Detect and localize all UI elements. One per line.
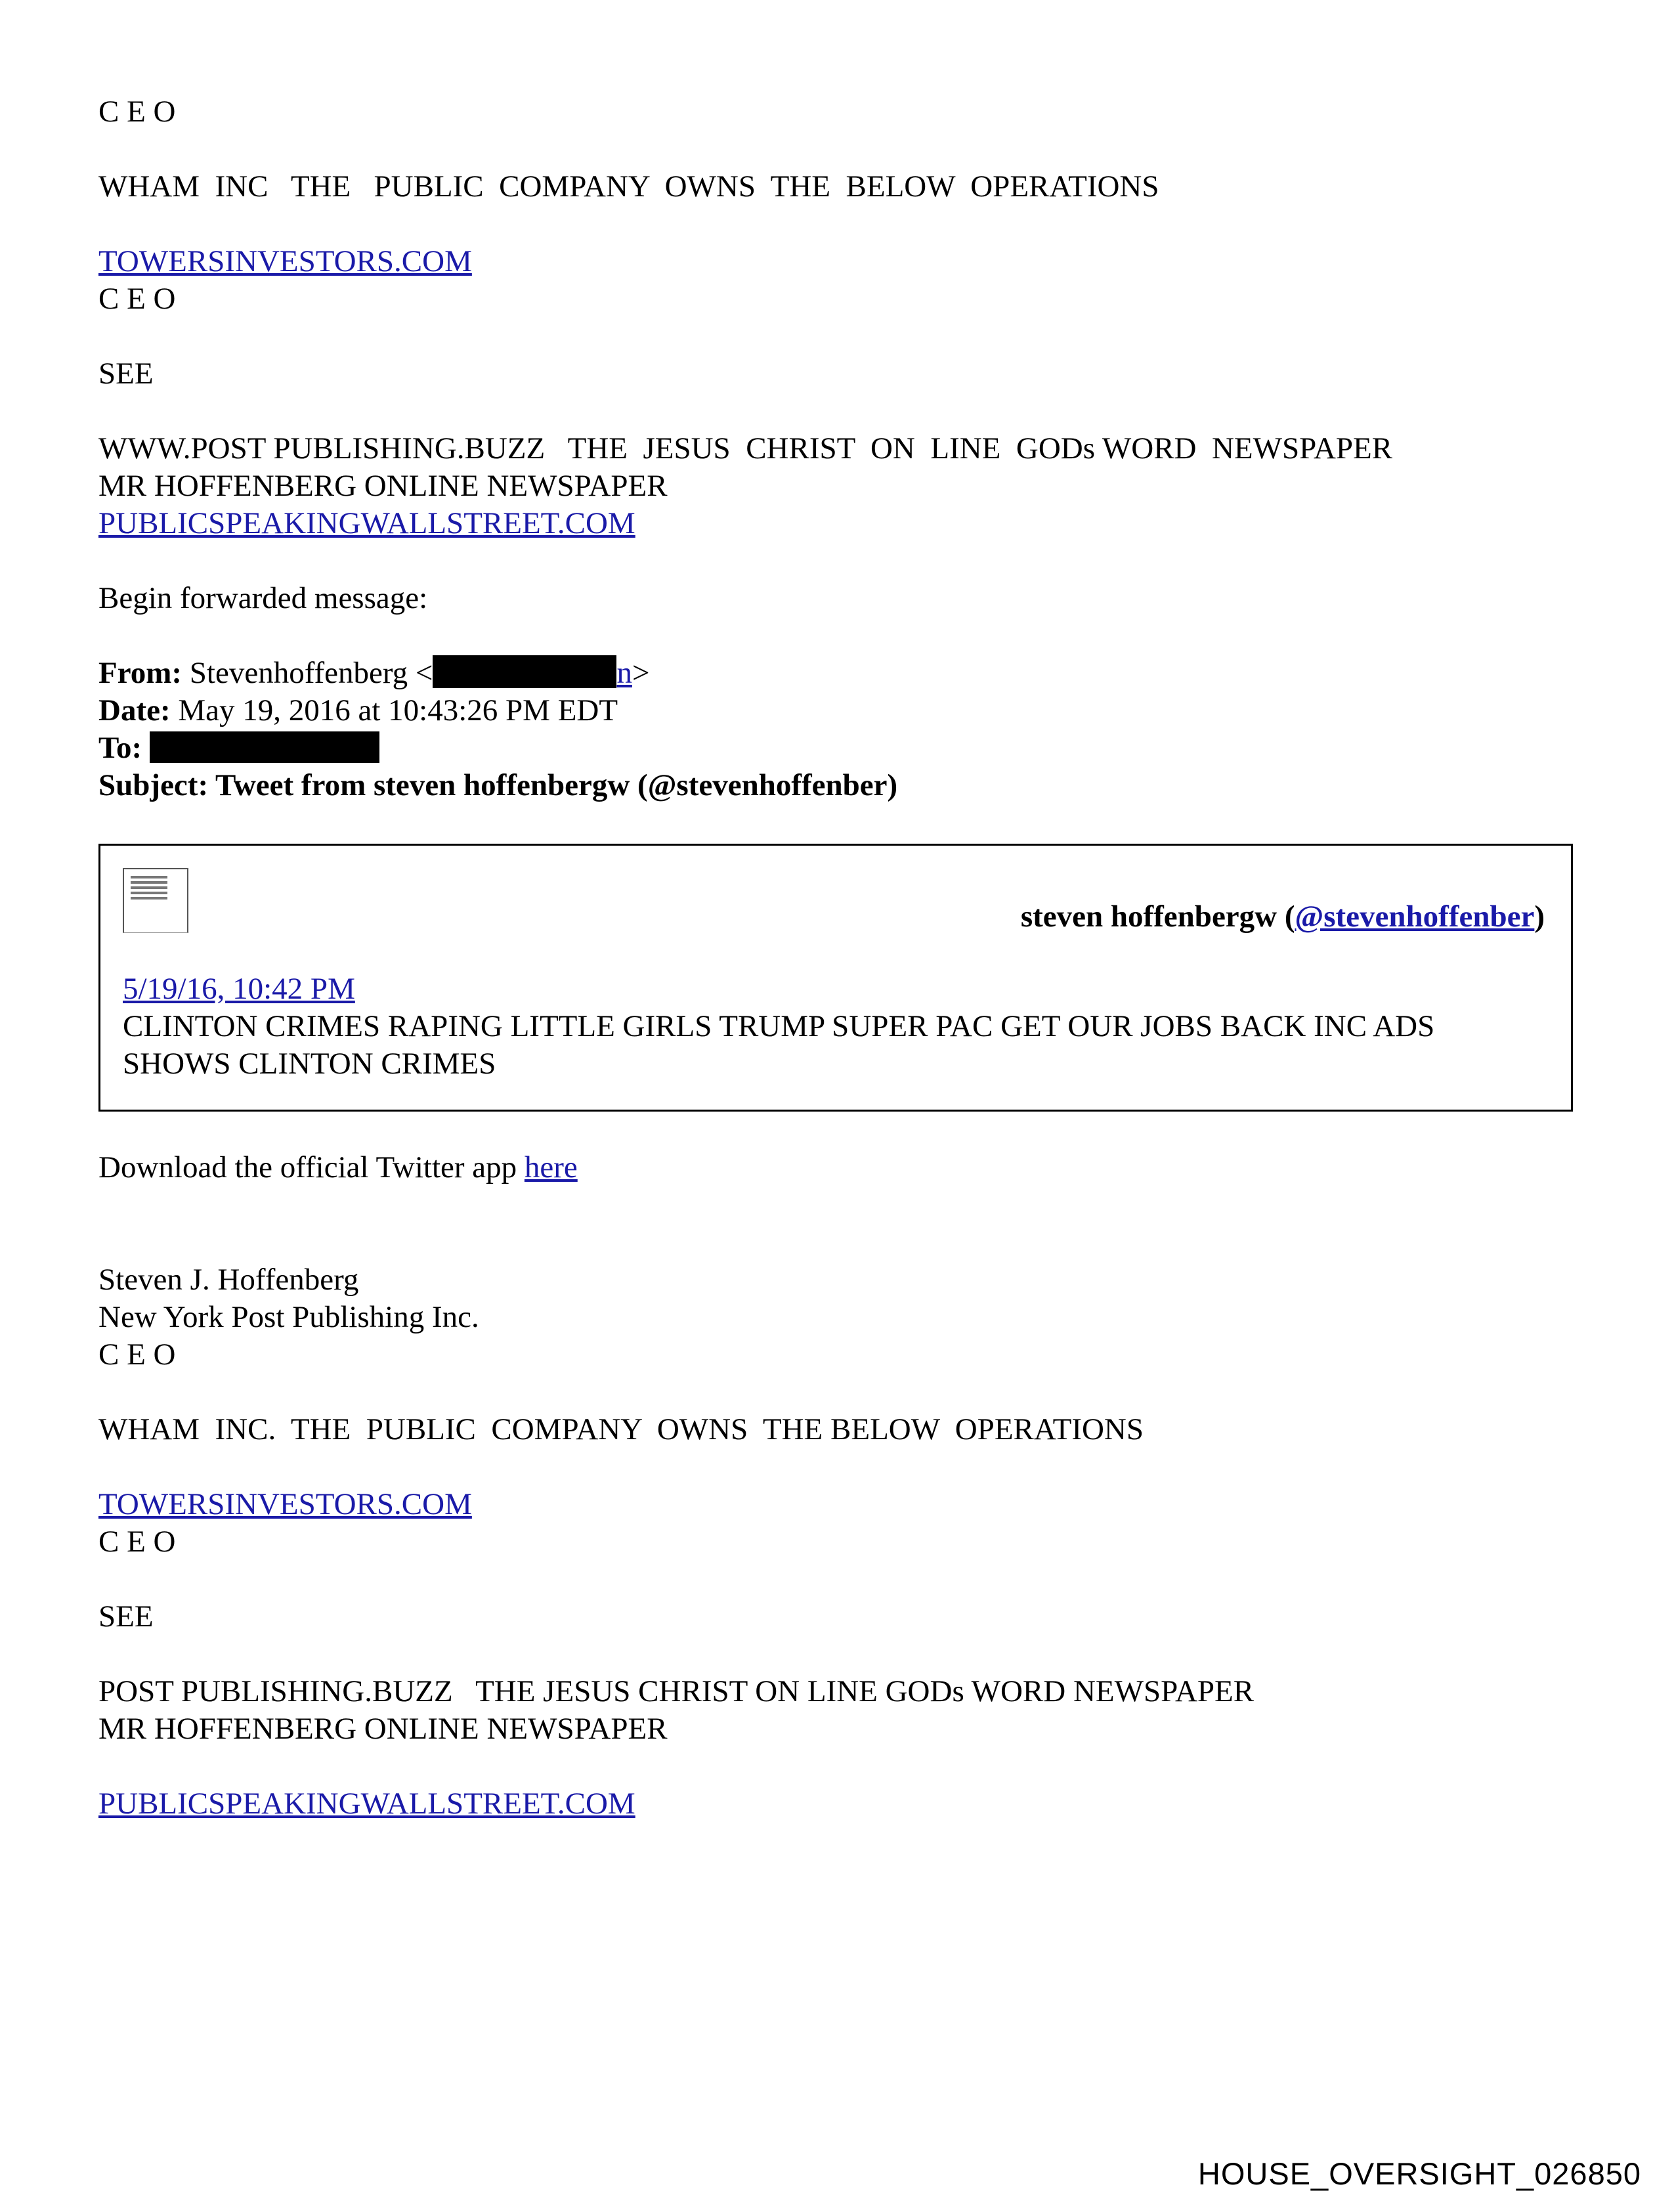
towersinvestors-link[interactable]: TOWERSINVESTORS.COM bbox=[98, 244, 472, 278]
ceo-title: C E O bbox=[98, 1525, 176, 1559]
signature-company: New York Post Publishing Inc. bbox=[98, 1300, 479, 1334]
wham-operations-line: WHAM INC THE PUBLIC COMPANY OWNS THE BELOW OPERATIONS bbox=[98, 169, 1159, 204]
download-app-line bbox=[98, 1149, 1576, 1186]
tweet-text-line: CLINTON CRIMES RAPING LITTLE GIRLS TRUMP SUPER PAC GET OUR JOBS BACK INC ADS bbox=[123, 1009, 1435, 1043]
post-publishing-line: POST PUBLISHING.BUZZ THE JESUS CHRIST ON LINE GODs WORD NEWSPAPER bbox=[98, 1674, 1255, 1708]
see-line: SEE bbox=[98, 1599, 154, 1634]
from-close: > bbox=[632, 656, 650, 690]
forward-intro: Begin forwarded message: bbox=[98, 581, 428, 615]
redaction-block bbox=[150, 731, 379, 763]
tweet-card bbox=[98, 844, 1573, 1112]
date-header bbox=[98, 692, 1576, 729]
ceo-title: C E O bbox=[98, 1337, 176, 1372]
tweet-author-name: steven hoffenbergw ( bbox=[1020, 900, 1295, 934]
publicspeaking-link[interactable]: PUBLICSPEAKINGWALLSTREET.COM bbox=[98, 1787, 635, 1821]
from-email-tail[interactable]: n bbox=[616, 656, 632, 690]
download-text: Download the official Twitter app bbox=[98, 1150, 525, 1184]
to-label: To: bbox=[98, 731, 142, 765]
email-body bbox=[98, 93, 1576, 1823]
tweet-text-line: SHOWS CLINTON CRIMES bbox=[123, 1047, 496, 1081]
subject-value: Tweet from steven hoffenbergw (@stevenhoffenber) bbox=[215, 768, 898, 802]
date-label: Date: bbox=[98, 693, 171, 727]
from-label: From: bbox=[98, 656, 182, 690]
tweet-author bbox=[1021, 898, 1545, 936]
publicspeaking-link[interactable]: PUBLICSPEAKINGWALLSTREET.COM bbox=[98, 506, 635, 540]
subject-label: Subject: bbox=[98, 768, 209, 802]
tweet-timestamp-link[interactable]: 5/19/16, 10:42 PM bbox=[123, 972, 355, 1006]
to-header bbox=[98, 729, 1576, 767]
download-here-link[interactable]: here bbox=[524, 1150, 578, 1184]
tweet-image-thumbnail[interactable] bbox=[123, 868, 188, 933]
redaction-block bbox=[433, 655, 616, 688]
ceo-title: C E O bbox=[98, 282, 176, 316]
image-placeholder-icon bbox=[131, 876, 167, 902]
post-publishing-line: WWW.POST PUBLISHING.BUZZ THE JESUS CHRIST ON LINE GODs WORD NEWSPAPER bbox=[98, 431, 1393, 466]
wham-operations-line: WHAM INC. THE PUBLIC COMPANY OWNS THE BELOW OPERATIONS bbox=[98, 1412, 1144, 1446]
document-id-stamp: HOUSE_OVERSIGHT_026850 bbox=[1197, 2156, 1641, 2191]
online-newspaper-line: MR HOFFENBERG ONLINE NEWSPAPER bbox=[98, 469, 668, 503]
signature-name: Steven J. Hoffenberg bbox=[98, 1263, 359, 1297]
subject-header bbox=[98, 767, 1576, 804]
tweet-handle-link[interactable]: @stevenhoffenber bbox=[1295, 900, 1535, 934]
ceo-title: C E O bbox=[98, 95, 176, 129]
online-newspaper-line: MR HOFFENBERG ONLINE NEWSPAPER bbox=[98, 1712, 668, 1746]
see-line: SEE bbox=[98, 357, 154, 391]
from-value: Stevenhoffenberg < bbox=[189, 656, 433, 690]
from-header bbox=[98, 655, 1576, 692]
tweet-content bbox=[123, 970, 1532, 1083]
towersinvestors-link[interactable]: TOWERSINVESTORS.COM bbox=[98, 1487, 472, 1521]
tweet-author-close: ) bbox=[1534, 900, 1545, 934]
date-value: May 19, 2016 at 10:43:26 PM EDT bbox=[178, 693, 618, 727]
